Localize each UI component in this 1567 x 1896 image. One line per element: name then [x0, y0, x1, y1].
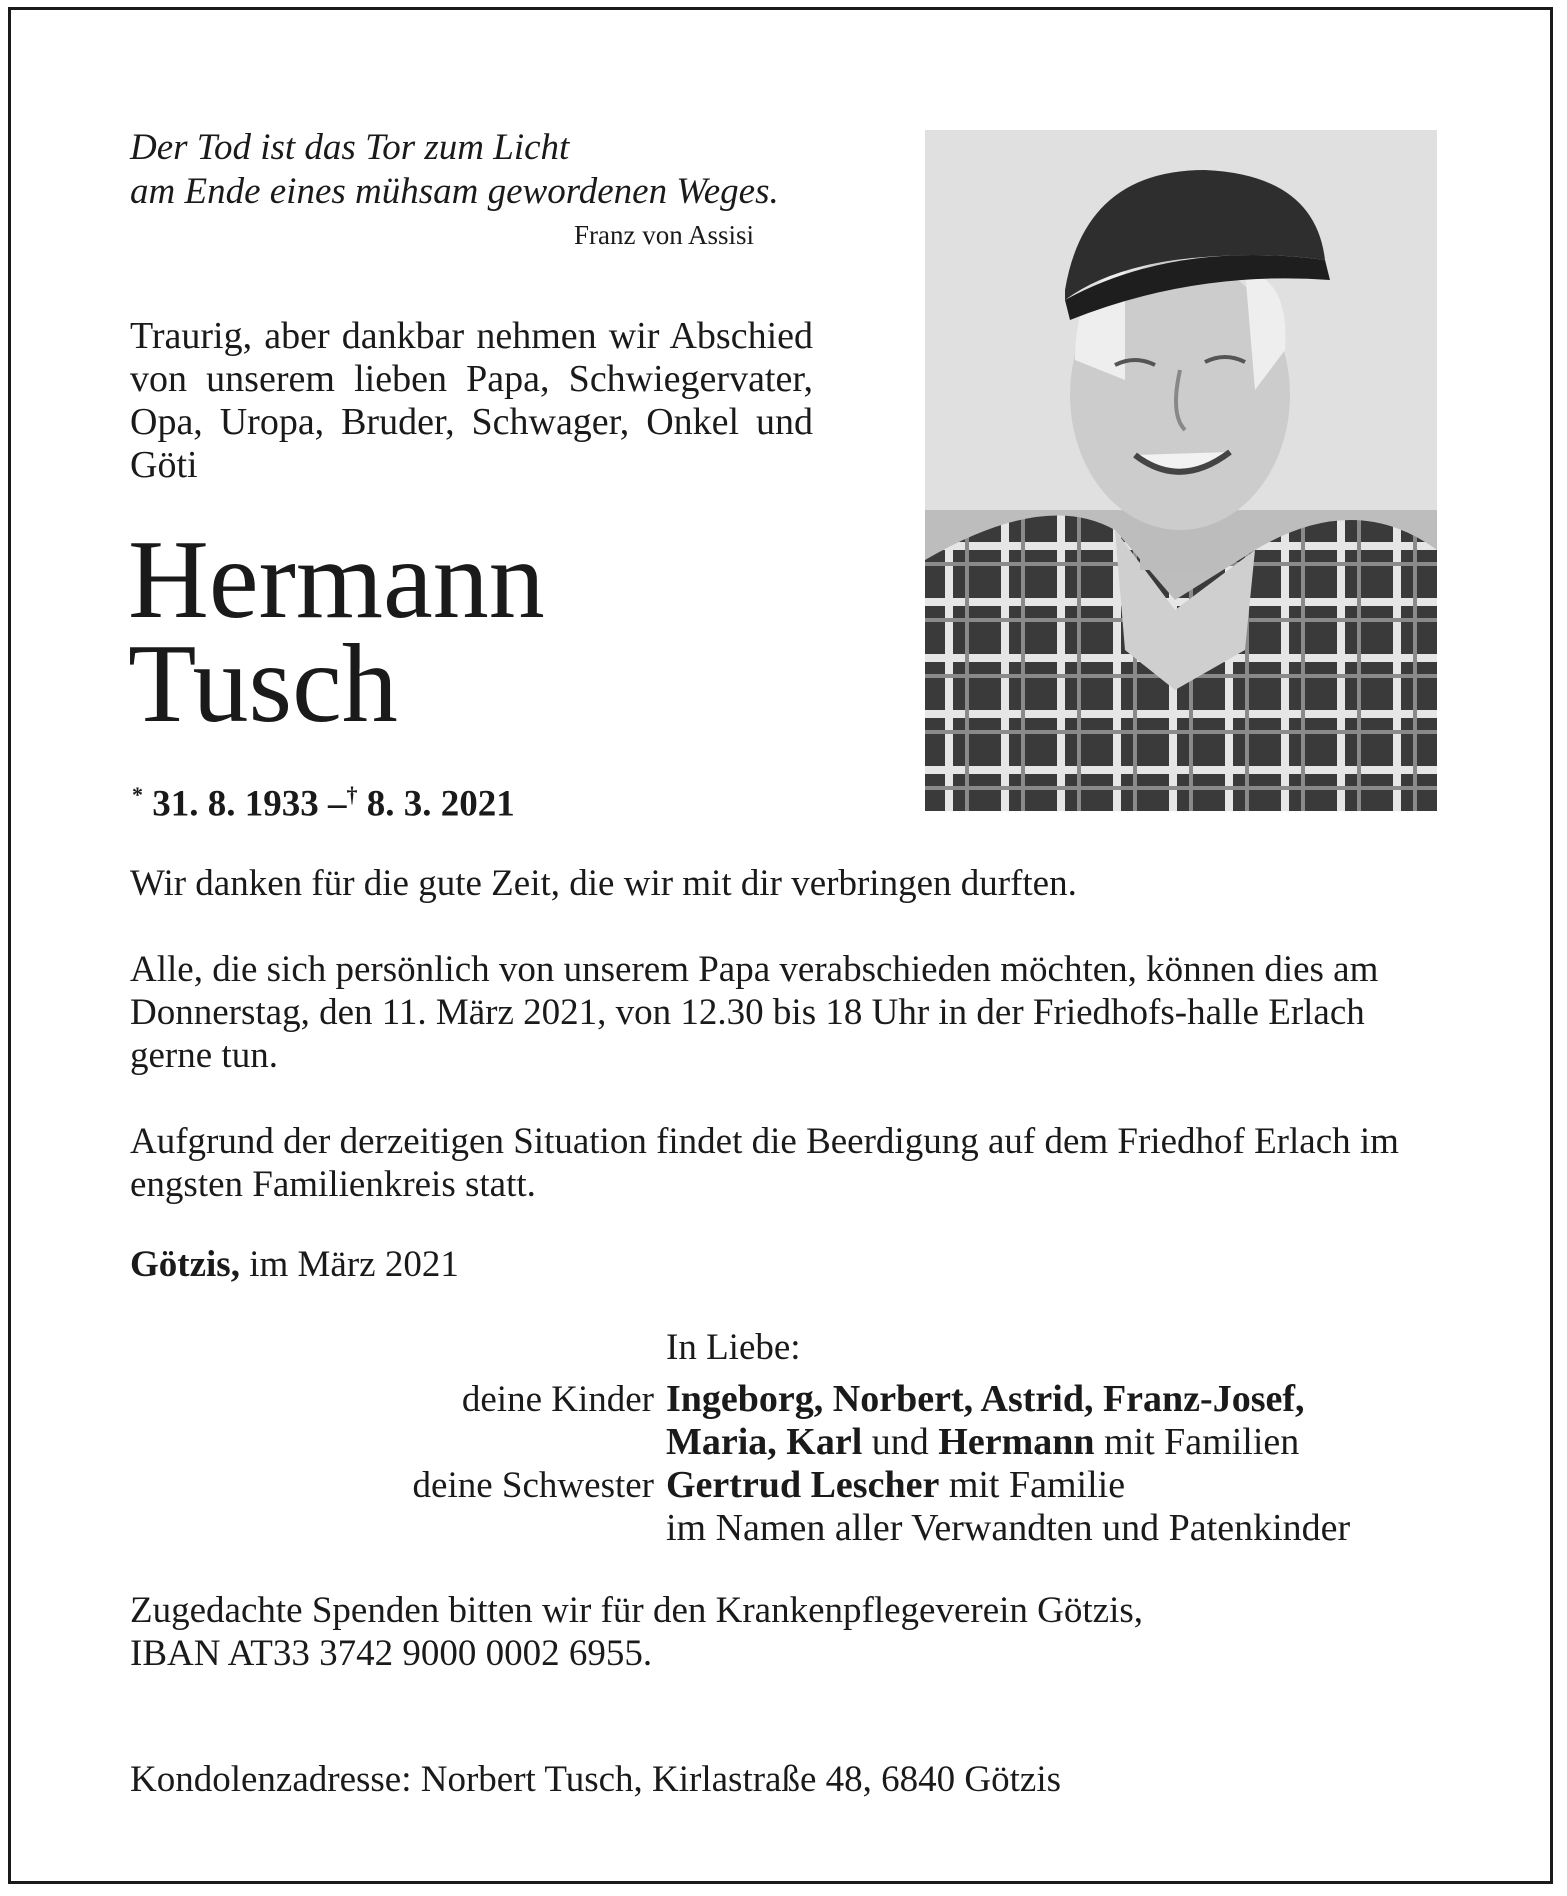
portrait-photo	[925, 130, 1437, 811]
portrait-illustration	[925, 130, 1437, 811]
children-label: deine Kinder	[461, 1379, 654, 1420]
children-suffix: mit Familien	[1094, 1421, 1300, 1463]
in-love-label: In Liebe:	[666, 1327, 801, 1368]
farewell-paragraph: Alle, die sich persönlich von unserem Papa verabschieden möchten, können dies am Donnerstag, den 11. März 2021, von 12.30 bis 18 Uhr in der Friedhofs-halle Erlach gerne tun.	[130, 949, 1379, 1076]
funeral-paragraph: Aufgrund der derzeitigen Situation findet die Beerdigung auf dem Friedhof Erlach im engsten Familienkreis statt.	[130, 1121, 1399, 1205]
children-names-2a: Maria, Karl	[666, 1421, 863, 1463]
life-dates	[132, 782, 515, 825]
sister-line	[666, 1464, 1125, 1507]
sister-name: Gertrud Lescher	[666, 1464, 940, 1506]
donation-iban: IBAN AT33 3742 9000 0002 6955.	[130, 1633, 653, 1674]
children-and: und	[862, 1421, 939, 1463]
death-symbol: †	[346, 782, 358, 807]
death-date: 8. 3. 2021	[366, 783, 515, 825]
donation-line-1: Zugedachte Spenden bitten wir für den Krankenpflegeverein Götzis,	[130, 1590, 1144, 1631]
epigraph-quote	[130, 126, 779, 214]
donation-note	[130, 1589, 1143, 1675]
sister-suffix: mit Familie	[939, 1464, 1126, 1506]
quote-line-2: am Ende eines mühsam gewordenen Weges.	[130, 171, 779, 212]
first-name: Hermann	[128, 518, 545, 642]
place-date	[130, 1243, 459, 1286]
sister-label: deine Schwester	[412, 1465, 654, 1506]
condolence-address: Kondolenzadresse: Norbert Tusch, Kirlastraße 48, 6840 Götzis	[130, 1759, 1061, 1800]
children-names-line-1	[666, 1378, 1305, 1421]
children-names: Ingeborg, Norbert, Astrid, Franz-Josef,	[666, 1378, 1305, 1420]
children-names-line-2	[666, 1421, 1299, 1464]
others-line: im Namen aller Verwandten und Patenkinder	[666, 1507, 1351, 1549]
date-dash: –	[328, 783, 347, 825]
birth-symbol: *	[132, 782, 143, 807]
intro-text: Traurig, aber dankbar nehmen wir Abschied von unserem lieben Papa, Schwiegervater, Opa, Uropa, Bruder, Schwager, Onkel und Göti	[130, 315, 813, 486]
children-names-2c: Hermann	[938, 1421, 1095, 1463]
last-name: Tusch	[128, 622, 398, 746]
deceased-name	[128, 518, 545, 746]
birth-date: 31. 8. 1933	[152, 783, 319, 825]
thanks-paragraph: Wir danken für die gute Zeit, die wir mit dir verbringen durften.	[130, 863, 1077, 904]
place: Götzis,	[130, 1244, 240, 1285]
date: im März 2021	[239, 1244, 459, 1285]
quote-author: Franz von Assisi	[574, 220, 755, 250]
quote-line-1: Der Tod ist das Tor zum Licht	[130, 127, 570, 168]
